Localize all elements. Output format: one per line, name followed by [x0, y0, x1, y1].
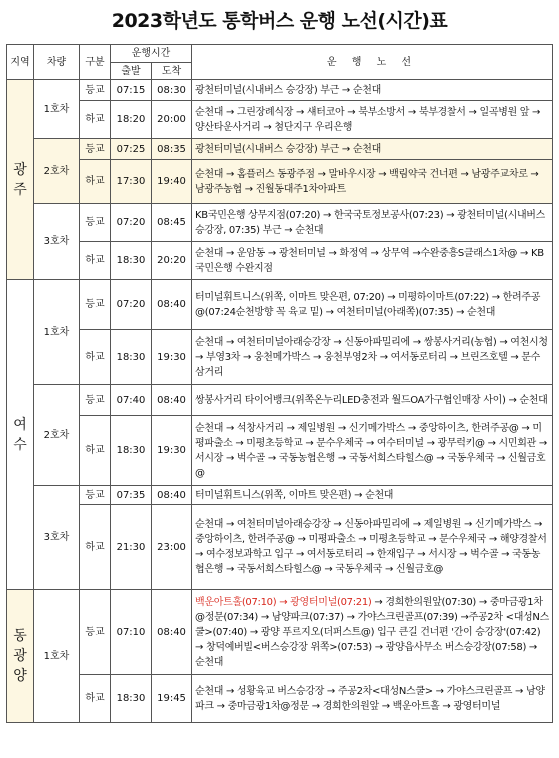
type-cell: 등교 [80, 590, 111, 675]
arrive-cell: 08:35 [152, 139, 192, 160]
arrive-cell: 19:40 [152, 160, 192, 204]
depart-cell: 07:35 [111, 486, 152, 505]
type-cell: 등교 [80, 204, 111, 242]
region-cell: 동 광 양 [7, 590, 34, 723]
arrive-cell: 08:45 [152, 204, 192, 242]
type-cell: 하교 [80, 416, 111, 486]
type-cell: 하교 [80, 101, 111, 139]
header-region: 지역 [7, 45, 34, 80]
arrive-cell: 08:40 [152, 280, 192, 330]
route-red-segment: 백운아트홀(07:10) → 광영터미널(07:21) [195, 596, 372, 608]
arrive-cell: 08:30 [152, 80, 192, 101]
header-vehicle: 차량 [34, 45, 80, 80]
type-cell: 등교 [80, 280, 111, 330]
type-cell: 등교 [80, 80, 111, 101]
vehicle-cell: 1호차 [34, 280, 80, 385]
route-cell: 광천터미널(시내버스 승강장) 부근 → 순천대 [192, 80, 553, 101]
route-segment: → 경희한의원앞(07:30) → 중마금광1차@정문(07:34) → 남양파크(07:37) → 가야스크린골프(07:39) →주공2차 <대성N스쿨>(07:40) → 광양 푸르지오(더퍼스트@) 입구 큰길 건너편 '간이 승강장'(07:42) → 창덕예버빌<버스승강장 위쪽>(07:53) → 광양읍사무소 버스승강장(07:58) → 순천대 [195, 596, 549, 668]
vehicle-cell: 3호차 [34, 486, 80, 590]
route-cell: 쌍봉사거리 타이어뱅크(위쪽온누리LED충전과 월드OA가구협인매장 사이) → 순천대 [192, 385, 553, 416]
route-cell: KB국민은행 상무지점(07:20) → 한국국토정보공사(07:23) → 광천터미널(시내버스 승강장, 07:35) 부근 → 순천대 [192, 204, 553, 242]
arrive-cell: 20:20 [152, 242, 192, 280]
type-cell: 하교 [80, 242, 111, 280]
route-cell: 순천대 → 여천터미널아래승강장 → 신동아파밀리에 → 제일병원 → 신기메가박스 → 중앙하이츠, 한려주공@ → 미평파출소 → 미평초등학교 → 문수우체국 → 해양경찰서 → 여수정보과학고 입구 → 여서동로터리 → 한재입구 → 서시장 → 벅수골 → 국동농협은행 → 국동서희스타힐스@ → 국동우체국 → 신월금호@ [192, 505, 553, 590]
header-arrive: 도착 [152, 63, 192, 80]
vehicle-cell: 2호차 [34, 385, 80, 486]
arrive-cell: 20:00 [152, 101, 192, 139]
depart-cell: 07:20 [111, 280, 152, 330]
depart-cell: 17:30 [111, 160, 152, 204]
region-cell: 광 주 [7, 80, 34, 280]
header-route: 운 행 노 선 [192, 45, 553, 80]
vehicle-cell: 1호차 [34, 80, 80, 139]
header-type: 구분 [80, 45, 111, 80]
depart-cell: 07:25 [111, 139, 152, 160]
type-cell: 등교 [80, 139, 111, 160]
arrive-cell: 08:40 [152, 385, 192, 416]
arrive-cell: 08:40 [152, 590, 192, 675]
route-cell: 순천대 → 운암동 → 광천터미널 → 화정역 → 상무역 →수완중흥S클래스1차@ → KB국민은행 수완지점 [192, 242, 553, 280]
arrive-cell: 23:00 [152, 505, 192, 590]
depart-cell: 21:30 [111, 505, 152, 590]
vehicle-cell: 1호차 [34, 590, 80, 723]
arrive-cell: 08:40 [152, 486, 192, 505]
region-cell: 여 수 [7, 280, 34, 590]
route-cell: 순천대 → 여천터미널아래승강장 → 신동아파밀리에 → 쌍봉사거리(농협) → 여천시청 → 부영3차 → 웅천메가박스 → 웅천부영2차 → 여서동로터리 → 브린즈호텔 → 문수삼거리 [192, 330, 553, 385]
route-cell: 순천대 → 성황육교 버스승강장 → 주공2차<대성N스쿨> → 가야스크린골프 → 남양파크 → 중마금광1차@정문 → 경희한의원앞 → 백운아트홀 → 광영터미널 [192, 675, 553, 723]
depart-cell: 07:10 [111, 590, 152, 675]
type-cell: 등교 [80, 385, 111, 416]
header-depart: 출발 [111, 63, 152, 80]
depart-cell: 07:40 [111, 385, 152, 416]
depart-cell: 18:30 [111, 675, 152, 723]
route-cell: 터미널휘트니스(위쪽, 이마트 맞은편) → 순천대 [192, 486, 553, 505]
page-title: 2023학년도 통학버스 운행 노선(시간)표 [111, 10, 448, 32]
type-cell: 하교 [80, 505, 111, 590]
route-cell: 순천대 → 홈플러스 동광주점 → 말바우시장 → 백림약국 건너편 → 남광주교차로 → 남광주농협 → 진월동대주1차아파트 [192, 160, 553, 204]
route-cell: 순천대 → 그린장례식장 → 섀터코아 → 북부소방서 → 북부경찰서 → 일곡병원 앞 → 양산타운사거리 → 첨단지구 우리은행 [192, 101, 553, 139]
schedule-table [6, 44, 553, 723]
route-cell [192, 590, 553, 675]
depart-cell: 18:30 [111, 330, 152, 385]
arrive-cell: 19:30 [152, 416, 192, 486]
depart-cell: 18:20 [111, 101, 152, 139]
route-cell: 순천대 → 석창사거리 → 제일병원 → 신기메가박스 → 중앙하이츠, 한려주공@ → 미평파출소 → 미평초등학교 → 문수우체국 → 여수터미널 → 광무럭키@ → 시민회관 → 서시장 → 벅수골 → 국동농협은행 → 국동서희스타힐스@ → 국동우체국 → 신월금호@ [192, 416, 553, 486]
depart-cell: 18:30 [111, 242, 152, 280]
vehicle-cell: 2호차 [34, 139, 80, 204]
depart-cell: 07:15 [111, 80, 152, 101]
type-cell: 하교 [80, 675, 111, 723]
route-cell: 광천터미널(시내버스 승강장) 부근 → 순천대 [192, 139, 553, 160]
route-cell: 터미널휘트니스(위쪽, 이마트 맞은편, 07:20) → 미평하이마트(07:22) → 한려주공@(07:24순천방향 꼭 육교 밑) → 여천터미널(아래쪽)(07:35) → 순천대 [192, 280, 553, 330]
arrive-cell: 19:45 [152, 675, 192, 723]
arrive-cell: 19:30 [152, 330, 192, 385]
vehicle-cell: 3호차 [34, 204, 80, 280]
type-cell: 하교 [80, 160, 111, 204]
header-time: 운행시간 [111, 45, 192, 63]
depart-cell: 18:30 [111, 416, 152, 486]
depart-cell: 07:20 [111, 204, 152, 242]
type-cell: 하교 [80, 330, 111, 385]
type-cell: 등교 [80, 486, 111, 505]
